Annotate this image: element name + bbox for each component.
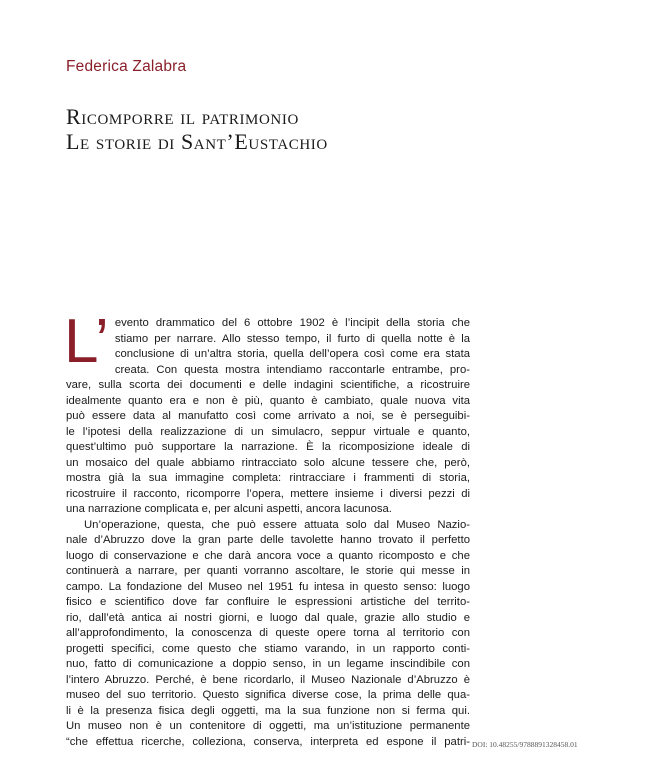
text-line: un mosaico del quale abbiamo rintracciato solo alcune tessere che, però, <box>66 456 470 469</box>
text-line: mostra già la sua immagine completa: rintracciare i frammenti di storia, <box>66 472 470 484</box>
text-line: nale d’Abruzzo dove la gran parte delle tavolette hanno trovato il perfetto <box>66 534 470 546</box>
text-line: luogo di conservazione e che darà ancora voce a quanto ricomposto e che <box>66 549 470 562</box>
title-line-1: Ricomporre il patrimonio <box>66 104 299 129</box>
text-line: idealmente quanto era e non è più, quanto è cambiato, quale nuova vita <box>66 394 470 407</box>
text-line: nuo, fatto di comunicazione a doppio senso, in un legame inscindibile con <box>66 658 470 670</box>
text-line: evento drammatico del 6 ottobre 1902 è l’incipit della storia che <box>114 317 470 329</box>
text-line: l’intero Abruzzo. Perché, è bene ricordarlo, il Museo Nazionale d’Abruzzo è <box>66 673 470 686</box>
text-line: museo del suo territorio. Questo significa diverse cose, la prima delle qua- <box>66 689 470 701</box>
text-line: una narrazione complicata e, per alcuni aspetti, ancora lacunosa. <box>66 503 392 515</box>
text-line: le l’ipotesi della realizzazione di un simulacro, seppur virtuale e quanto, <box>66 425 470 438</box>
text-line: li è la presenza fisica degli oggetti, ma la sua funzione non si ferma qui. <box>66 704 470 717</box>
chapter-title <box>66 104 586 154</box>
text-line: ricostruire il racconto, ricomporre l’opera, mettere insieme i diversi pezzi di <box>66 487 470 500</box>
text-line: rio, dall’età antica ai nostri giorni, e luogo dal quale, grazie allo studio e <box>66 611 470 624</box>
drop-cap: L’ <box>64 307 109 376</box>
text-line: fisico e scientifico dove far confluire le espressioni artistiche del territo- <box>66 596 470 608</box>
text-line: Un’operazione, questa, che può essere attuata solo dal Museo Nazio- <box>84 518 470 531</box>
author-name: Federica Zalabra <box>66 58 187 75</box>
body-text <box>64 307 470 750</box>
text-line: creata. Con questa mostra intendiamo raccontarle entrambe, pro- <box>114 363 470 376</box>
text-line: all’approfondimento, la conoscenza di queste opere torna al territorio con <box>66 627 470 639</box>
text-line: conclusione di un’altra storia, quella dell’opera così come era stata <box>114 348 470 360</box>
text-line: “che effettua ricerche, colleziona, conserva, interpreta ed espone il patri- <box>66 735 470 748</box>
doi-footer: DOI: 10.48255/9788891328458.01 <box>472 740 578 749</box>
title-line-2: Le storie di Sant’Eustachio <box>66 129 328 154</box>
text-line: quest’ultimo può supportare la narrazione. È la ricomposizione ideale di <box>66 441 470 453</box>
text-line: campo. La fondazione del Museo nel 1951 fu intesa in questo senso: luogo <box>66 580 470 593</box>
text-line: vare, sulla scorta dei documenti e delle indagini scientifiche, a ricostruire <box>66 379 470 391</box>
text-line: continuerà a narrare, per quanti vorranno ascoltare, le storie qui messe in <box>66 565 470 577</box>
text-line: Un museo non è un contenitore di oggetti, ma un’istituzione permanente <box>66 720 470 732</box>
text-line: può essere data al manufatto così come arrivato a noi, se è perseguibi- <box>66 410 470 422</box>
text-line: stiamo per narrare. Allo stesso tempo, il furto di quella notte è la <box>114 332 470 345</box>
text-line: progetti specifici, come questo che stiamo varando, in un rapporto conti- <box>66 642 470 655</box>
